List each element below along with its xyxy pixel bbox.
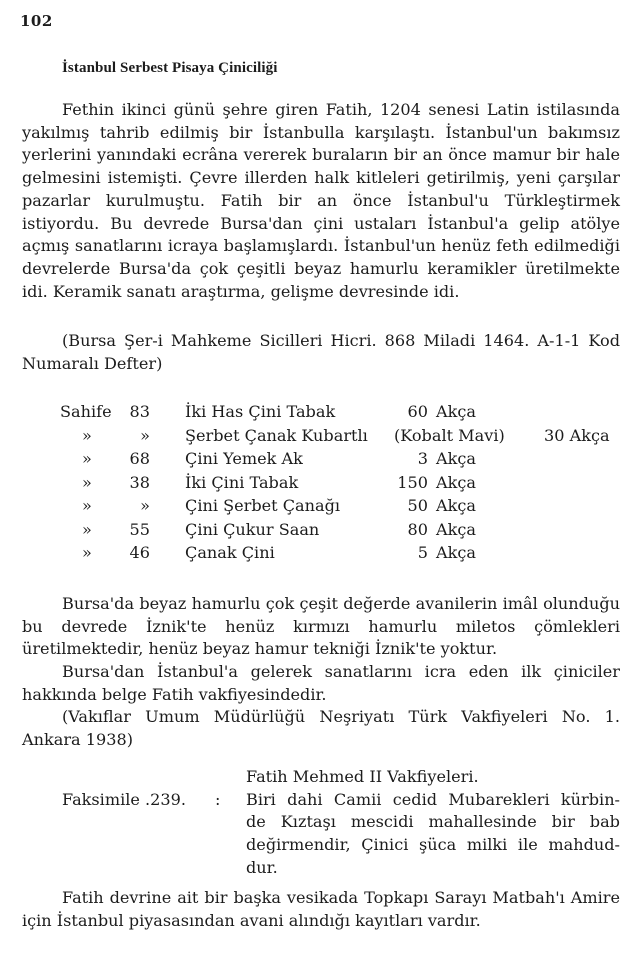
paragraph-vakiflar-citation: (Vakıflar Umum Müdürlüğü Neşriyatı Türk Vakfiyeleri No. 1. Ankara 1938) [22,707,620,749]
price-row [0,473,642,496]
price-row [0,426,642,449]
page-label: » [82,519,92,539]
page-num: 68 [129,449,150,468]
paragraph-bursa-citation: (Bursa Şer-i Mahkeme Sicilleri Hicri. 868 Miladi 1464. A-1-1 Kod Numaralı Defter) [22,331,620,373]
vakfiye-line: Biri dahi Camii cedid Mubarekleri kürbin- [246,789,620,809]
vakfiye-quote [246,766,620,880]
price-row [0,402,642,425]
vakfiye-line: değirmendir, Çinici şüca milki ile mahdud- [246,835,620,855]
item-amount: 3 [417,449,428,468]
item-unit: Akça [436,402,476,421]
item-unit: (Kobalt Mavi) [394,425,505,445]
vakfiye-heading: Fatih Mehmed II Vakfiyeleri. [246,767,479,786]
price-row [0,449,642,472]
vakfiye-line: dur. [246,857,278,877]
price-row [0,543,642,566]
item-amount: 150 [397,472,428,492]
price-row [0,520,642,543]
item-amount: 50 [407,496,428,515]
page-number: 102 [20,12,53,30]
page-label: » [82,543,92,562]
item-name: Çini Çukur Saan [185,519,320,539]
page-num: 55 [129,519,150,539]
item-unit: Akça [436,472,476,492]
item-name: Çanak Çini [185,543,275,562]
item-amount: 80 [407,519,428,539]
item-name: İki Çini Tabak [185,472,299,492]
page-num: » [140,425,150,445]
page-num: 83 [129,402,150,421]
section-title: İstanbul Serbest Pisaya Çiniciliği [62,60,278,76]
item-name: Şerbet Çanak Kubartlı [185,425,368,445]
item-amount: 60 [407,402,428,421]
price-row [0,496,642,519]
page-label: » [82,472,92,492]
page-num: » [140,496,150,515]
page-label: Sahife [60,402,112,421]
paragraph-bursa-iznik: Bursa'da beyaz hamurlu çok çeşit değerde avanilerin imâl olunduğu bu devrede İznik'te henüz kırmızı hamurlu miletos çömlekleri üretilmektedir, henüz beyaz hamur tekniği İznik'te yoktur. [22,594,620,659]
faksimile-label: Faksimile .239. [62,790,186,809]
paragraph-topkapi-record: Fatih devrine ait bir başka vesikada Topkapı Sarayı Matbah'ı Amire için İstanbul piyasasından avani alındığı kayıtları vardır. [22,888,620,930]
page-num: 38 [129,472,150,492]
page-num: 46 [129,543,150,562]
item-name: Çini Yemek Ak [185,449,303,468]
page-label: » [82,449,92,468]
item-name: İki Has Çini Tabak [185,402,336,421]
page-label: » [82,425,92,445]
item-name: Çini Şerbet Çanağı [185,496,341,515]
faksimile-colon: : [215,790,221,809]
paragraph-first-ceramists: Bursa'dan İstanbul'a gelerek sanatlarını icra eden ilk çiniciler hakkında belge Fatih vakfiyesindedir. [22,662,620,704]
item-amount: 5 [417,543,428,562]
item-unit: Akça [436,449,476,468]
item-extra-price: 30 Akça [544,425,610,445]
page-label: » [82,496,92,515]
item-unit: Akça [436,543,476,562]
vakfiye-line: de Kıztaşı mescidi mahallesinde bir bab [246,812,620,832]
paragraph-fatih-istanbul: Fethin ikinci günü şehre giren Fatih, 1204 senesi Latin istilasında yakılmış tahrib edilmiş bir İstanbulla karşılaştı. İstanbul'un bakımsız yerlerini yanındaki ecrâna vererek buraların bir an önce mamur bir hale gelmesini istemişti. Çevre illerden halk kitleleri getirilmiş, yeni çarşılar pazarlar kurulmuştu. Fatih bir an önce İstanbul'u Türkleştirmek istiyordu. Bu devrede Bursa'dan çini ustaları İstanbul'a gelip atölye açmış sanatlarını icraya başlamışlardı. İstanbul'un henüz feth edilmediği devrelerde Bursa'da çok çeşitli beyaz hamurlu keramikler üretilmekte idi. Keramik sanatı araştırma, gelişme devresinde idi. [22,100,620,301]
item-unit: Akça [436,519,476,539]
item-unit: Akça [436,496,476,515]
